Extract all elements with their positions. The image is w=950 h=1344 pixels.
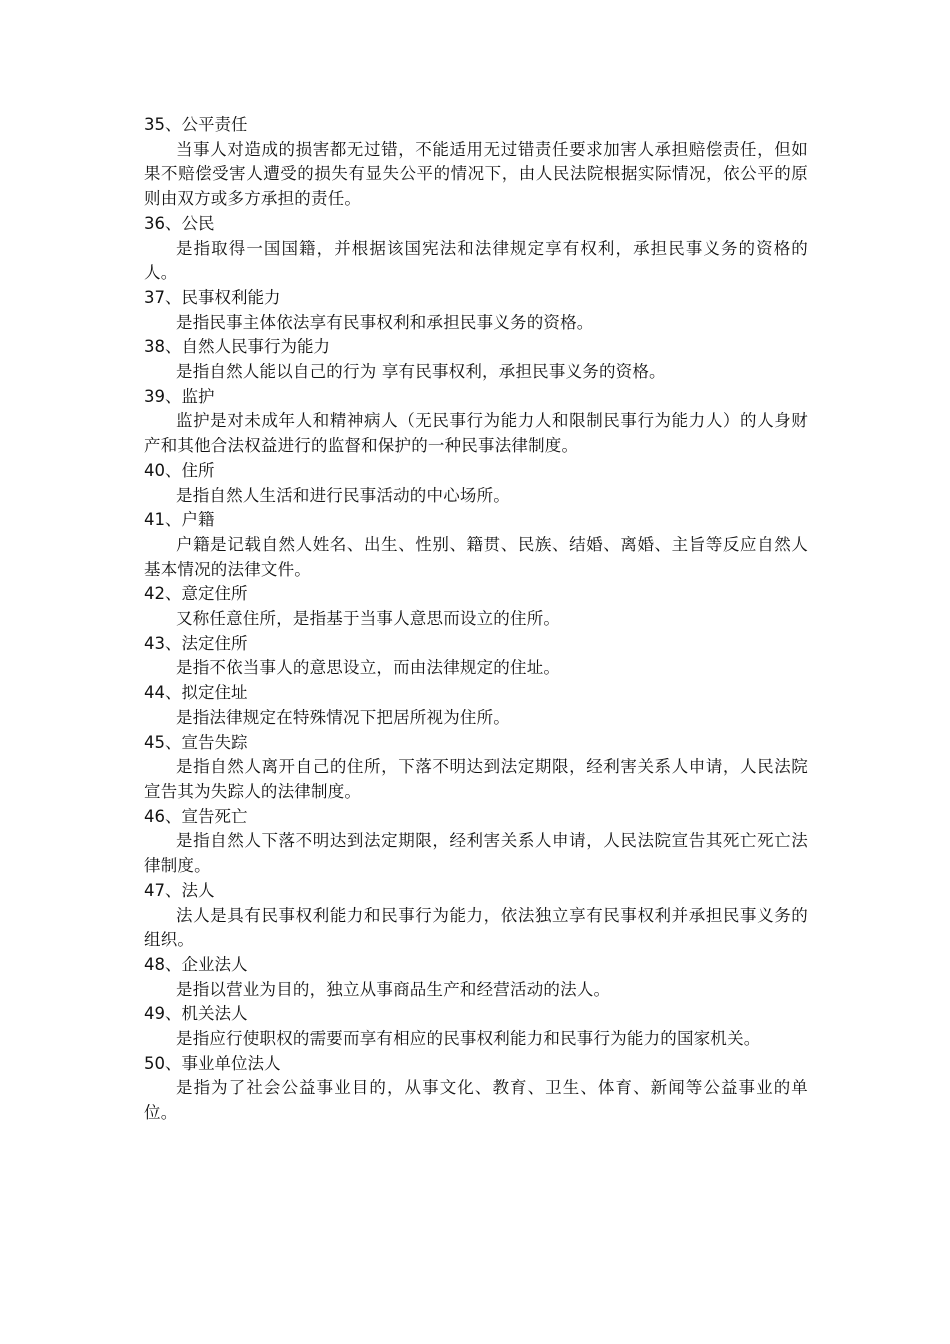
entry-term: 45、宣告失踪 xyxy=(144,732,248,752)
glossary-entry-49 xyxy=(144,1002,808,1051)
entry-term: 41、户籍 xyxy=(144,510,215,530)
entry-term: 44、拟定住址 xyxy=(144,683,248,703)
entry-definition: 是指法律规定在特殊情况下把居所视为住所。 xyxy=(176,707,510,727)
entry-term: 40、住所 xyxy=(144,460,215,480)
entry-definition: 是指自然人下落不明达到法定期限，经利害关系人申请，人民法院宣告其死亡死亡法律制度。 xyxy=(144,831,808,876)
entry-term: 43、法定住所 xyxy=(144,633,248,653)
glossary-entry-47 xyxy=(144,879,808,953)
entry-term: 36、公民 xyxy=(144,213,215,233)
entry-definition: 是指自然人能以自己的行为 享有民事权利，承担民事义务的资格。 xyxy=(176,362,666,382)
entry-definition: 是指为了社会公益事业目的，从事文化、教育、卫生、体育、新闻等公益事业的单位。 xyxy=(144,1078,808,1123)
entry-definition: 是指民事主体依法享有民事权利和承担民事义务的资格。 xyxy=(176,312,594,332)
glossary-entry-46 xyxy=(144,805,808,879)
entry-term: 42、意定住所 xyxy=(144,584,248,604)
glossary-entry-38 xyxy=(144,335,808,384)
entry-term: 49、机关法人 xyxy=(144,1004,248,1024)
entry-definition: 又称任意住所，是指基于当事人意思而设立的住所。 xyxy=(176,609,561,629)
glossary-entry-44 xyxy=(144,681,808,730)
glossary-entry-45 xyxy=(144,731,808,805)
glossary-entry-35 xyxy=(144,113,808,212)
entry-definition: 是指自然人生活和进行民事活动的中心场所。 xyxy=(176,485,510,505)
entry-term: 48、企业法人 xyxy=(144,954,248,974)
entry-definition: 是指应行使职权的需要而享有相应的民事权利能力和民事行为能力的国家机关。 xyxy=(176,1029,761,1049)
glossary-entry-48 xyxy=(144,953,808,1002)
entry-definition: 法人是具有民事权利能力和民事行为能力，依法独立享有民事权利并承担民事义务的组织。 xyxy=(144,905,808,950)
entry-term: 39、监护 xyxy=(144,386,215,406)
glossary-entry-37 xyxy=(144,286,808,335)
entry-definition: 是指不依当事人的意思设立，而由法律规定的住址。 xyxy=(176,658,561,678)
entry-term: 38、自然人民事行为能力 xyxy=(144,337,330,357)
entry-term: 46、宣告死亡 xyxy=(144,806,248,826)
entry-definition: 户籍是记载自然人姓名、出生、性别、籍贯、民族、结婚、离婚、主旨等反应自然人基本情况的法律文件。 xyxy=(144,534,808,579)
glossary-entry-41 xyxy=(144,508,808,582)
entry-definition: 是指自然人离开自己的住所，下落不明达到法定期限，经利害关系人申请，人民法院宣告其为失踪人的法律制度。 xyxy=(144,757,808,801)
glossary-entry-50 xyxy=(144,1052,808,1126)
document-page xyxy=(144,113,808,1126)
entry-term: 50、事业单位法人 xyxy=(144,1053,281,1073)
glossary-entry-40 xyxy=(144,459,808,508)
entry-term: 35、公平责任 xyxy=(144,115,248,134)
entry-term: 37、民事权利能力 xyxy=(144,287,281,307)
entry-definition: 是指取得一国国籍，并根据该国宪法和法律规定享有权利，承担民事义务的资格的人。 xyxy=(144,238,808,283)
glossary-entry-36 xyxy=(144,212,808,286)
entry-definition: 监护是对未成年人和精神病人（无民事行为能力人和限制民事行为能力人）的人身财产和其他合法权益进行的监督和保护的一种民事法律制度。 xyxy=(144,411,808,456)
entry-definition: 是指以营业为目的，独立从事商品生产和经营活动的法人。 xyxy=(176,979,611,999)
glossary-entry-42 xyxy=(144,582,808,631)
entry-term: 47、法人 xyxy=(144,880,215,900)
glossary-entry-39 xyxy=(144,385,808,459)
glossary-entry-43 xyxy=(144,632,808,681)
entry-definition: 当事人对造成的损害都无过错，不能适用无过错责任要求加害人承担赔偿责任，但如果不赔偿受害人遭受的损失有显失公平的情况下，由人民法院根据实际情况，依公平的原则由双方或多方承担的责任。 xyxy=(144,139,808,209)
